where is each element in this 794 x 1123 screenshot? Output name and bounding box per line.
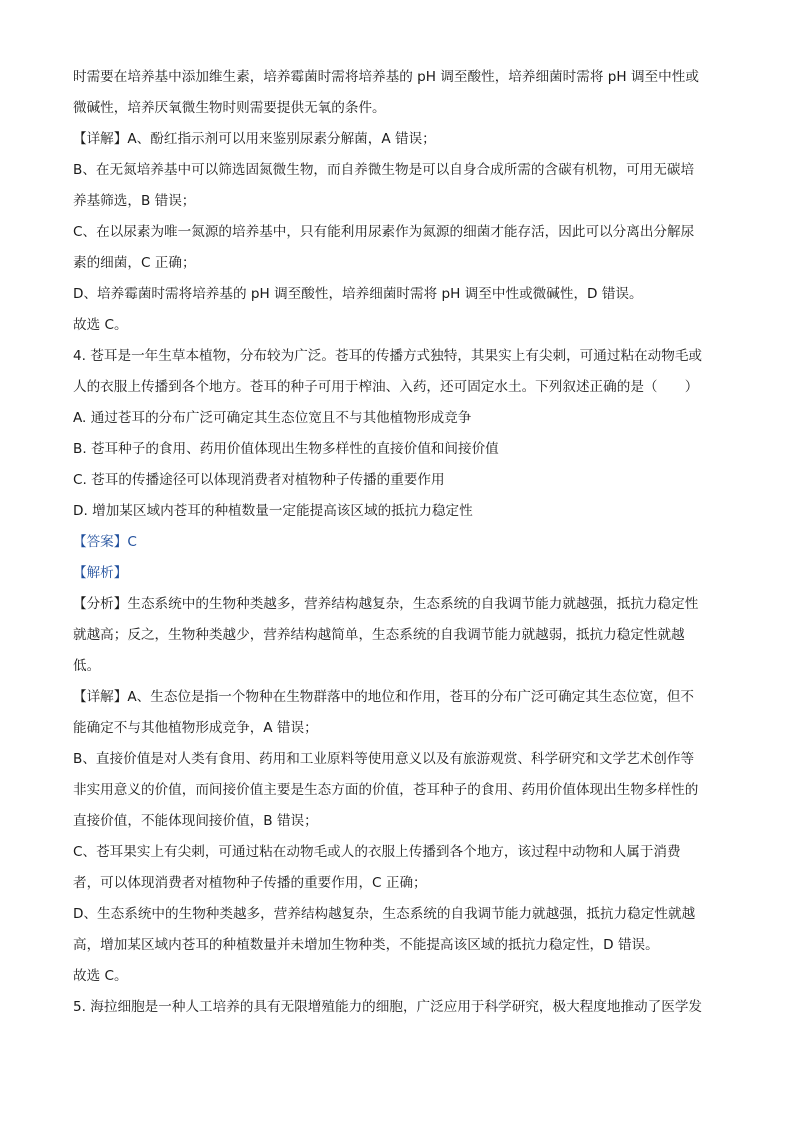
analysis-label: 【解析】 — [73, 565, 128, 581]
text-line: 高，增加某区域内苍耳的种植数量并未增加生物种类，不能提高该区域的抵抗力稳定性，D 错误。 — [73, 937, 659, 953]
text-line: 故选 C。 — [73, 968, 128, 984]
text-line: D、生态系统中的生物种类越多，营养结构越复杂，生态系统的自我调节能力就越强，抵抗力稳定性就越 — [73, 906, 696, 922]
text-line: 非实用意义的价值，而间接价值主要是生态方面的价值，苍耳种子的食用、药用价值体现出生物多样性的 — [73, 782, 699, 798]
question-5-stem: 5. 海拉细胞是一种人工培养的具有无限增殖能力的细胞，广泛应用于科学研究，极大程度地推动了医学发 — [73, 999, 703, 1015]
option-a: A. 通过苍耳的分布广泛可确定其生态位宽且不与其他植物形成竞争 — [73, 410, 472, 426]
text-line: 直接价值，不能体现间接价值，B 错误； — [73, 813, 318, 829]
text-line: 微碱性，培养厌氧微生物时则需要提供无氧的条件。 — [73, 100, 386, 116]
text-line: 低。 — [73, 658, 101, 674]
option-d: D. 增加某区域内苍耳的种植数量一定能提高该区域的抵抗力稳定性 — [73, 503, 473, 519]
text-line: 能确定不与其他植物形成竞争，A 错误； — [73, 720, 318, 736]
text-line: D、培养霉菌时需将培养基的 pH 调至酸性，培养细菌时需将 pH 调至中性或微碱性，D 错误。 — [73, 286, 643, 302]
text-line: 【分析】生态系统中的生物种类越多，营养结构越复杂，生态系统的自我调节能力就越强，抵抗力稳定性 — [73, 596, 699, 612]
text-line: C、苍耳果实上有尖刺，可通过粘在动物毛或人的衣服上传播到各个地方，该过程中动物和人属于消费 — [73, 844, 681, 860]
text-line: B、直接价值是对人类有食用、药用和工业原料等使用意义以及有旅游观赏、科学研究和文学艺术创作等 — [73, 751, 695, 767]
text-line: 故选 C。 — [73, 317, 128, 333]
text-line: B、在无氮培养基中可以筛选固氮微生物，而自养微生物是可以自身合成所需的含碳有机物，可用无碳培 — [73, 162, 695, 178]
option-b: B. 苍耳种子的食用、药用价值体现出生物多样性的直接价值和间接价值 — [73, 441, 499, 457]
text-line: 【详解】A、生态位是指一个物种在生物群落中的地位和作用，苍耳的分布广泛可确定其生态位宽，但不 — [73, 689, 695, 705]
text-line: C、在以尿素为唯一氮源的培养基中，只有能利用尿素作为氮源的细菌才能存活，因此可以分离出分解尿 — [73, 224, 695, 240]
text-line: 养基筛选，B 错误； — [73, 193, 196, 209]
text-line: 时需要在培养基中添加维生素，培养霉菌时需将培养基的 pH 调至酸性，培养细菌时需将 pH 调至中性或 — [73, 69, 699, 85]
text-line: 素的细菌，C 正确； — [73, 255, 196, 271]
question-4-stem: 4. 苍耳是一年生草本植物，分布较为广泛。苍耳的传播方式独特，其果实上有尖刺，可通过粘在动物毛或 — [73, 348, 703, 364]
option-c: C. 苍耳的传播途径可以体现消费者对植物种子传播的重要作用 — [73, 472, 445, 488]
question-4-stem: 人的衣服上传播到各个地方。苍耳的种子可用于榨油、入药，还可固定水土。下列叙述正确的是（ ） — [73, 379, 699, 395]
document-page — [73, 62, 723, 1023]
text-line: 【详解】A、酚红指示剂可以用来鉴别尿素分解菌，A 错误； — [73, 131, 436, 147]
text-line: 者，可以体现消费者对植物种子传播的重要作用，C 正确； — [73, 875, 427, 891]
answer-label: 【答案】C — [73, 534, 137, 550]
text-line: 就越高；反之，生物种类越少，营养结构越简单，生态系统的自我调节能力就越弱，抵抗力稳定性就越 — [73, 627, 685, 643]
